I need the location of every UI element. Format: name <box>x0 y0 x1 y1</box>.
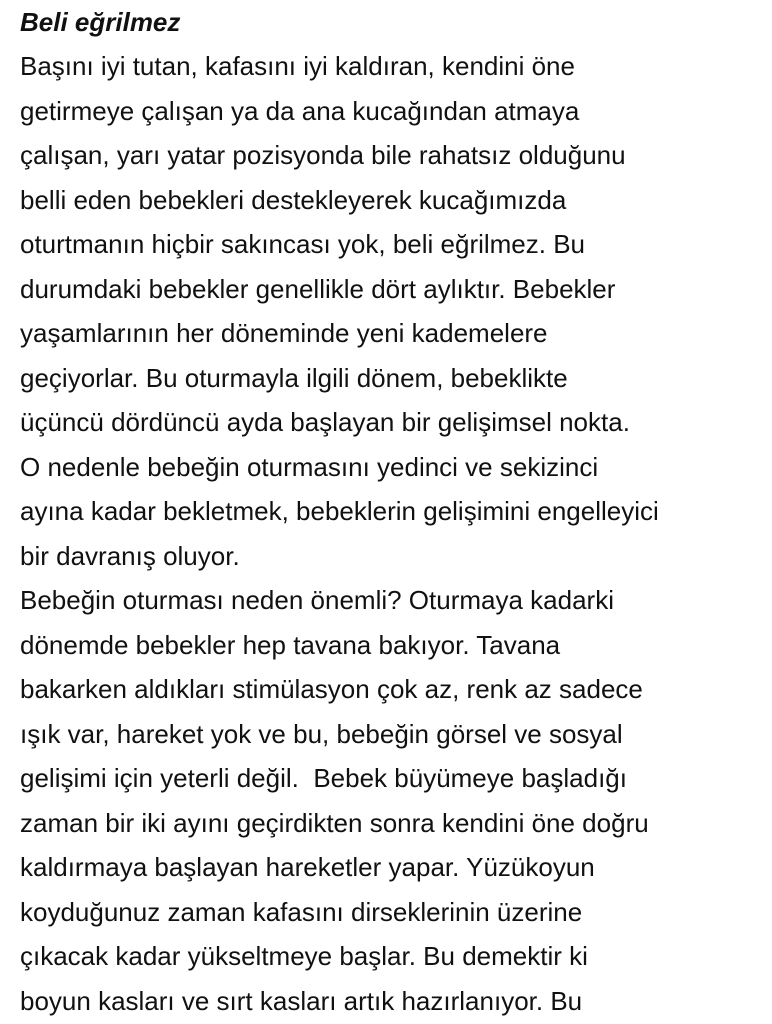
text-line: getirmeye çalışan ya da ana kucağından atmaya <box>20 95 580 126</box>
text-line: belli eden bebekleri destekleyerek kucağımızda <box>20 184 567 215</box>
text-line: dönemde bebekler hep tavana bakıyor. Tavana <box>20 629 561 660</box>
text-line: üçüncü dördüncü ayda başlayan bir gelişimsel nokta. <box>20 407 630 437</box>
body-text <box>20 44 770 1023</box>
text-line: çıkacak kadar yükseltmeye başlar. Bu demektir ki <box>20 941 588 971</box>
text-line: ışık var, hareket yok ve bu, bebeğin görsel ve sosyal <box>20 718 623 749</box>
text-line: Başını iyi tutan, kafasını iyi kaldıran, kendini öne <box>20 51 575 81</box>
text-line: gelişimi için yeterli değil. Bebek büyümeye başladığı <box>20 763 627 793</box>
text-line: Bebeğin oturması neden önemli? Oturmaya kadarki <box>20 585 614 615</box>
text-line: O nedenle bebeğin oturmasını yedinci ve sekizinci <box>20 451 599 482</box>
text-line: zaman bir iki ayını geçirdikten sonra kendini öne doğru <box>20 807 649 838</box>
text-line: yaşamlarının her döneminde yeni kademelere <box>20 318 548 348</box>
text-line: geçiyorlar. Bu oturmayla ilgili dönem, bebeklikte <box>20 362 568 393</box>
section-heading: Beli eğrilmez <box>20 7 181 37</box>
text-line: bir davranış oluyor. <box>20 540 240 571</box>
text-line: kaldırmaya başlayan hareketler yapar. Yüzükoyun <box>20 852 595 882</box>
text-line: bakarken aldıkları stimülasyon çok az, renk az sadece <box>20 674 643 704</box>
text-line: çalışan, yarı yatar pozisyonda bile rahatsız olduğunu <box>20 140 626 170</box>
text-line: oturtmanın hiçbir sakıncası yok, beli eğrilmez. Bu <box>20 229 586 259</box>
text-line: koyduğunuz zaman kafasını dirseklerinin üzerine <box>20 896 583 927</box>
text-line: ayına kadar bekletmek, bebeklerin gelişimini engelleyici <box>20 496 659 526</box>
document-page <box>20 0 770 1023</box>
text-line: boyun kasları ve sırt kasları artık hazırlanıyor. Bu <box>20 985 583 1016</box>
text-line: durumdaki bebekler genellikle dört aylıktır. Bebekler <box>20 273 616 304</box>
